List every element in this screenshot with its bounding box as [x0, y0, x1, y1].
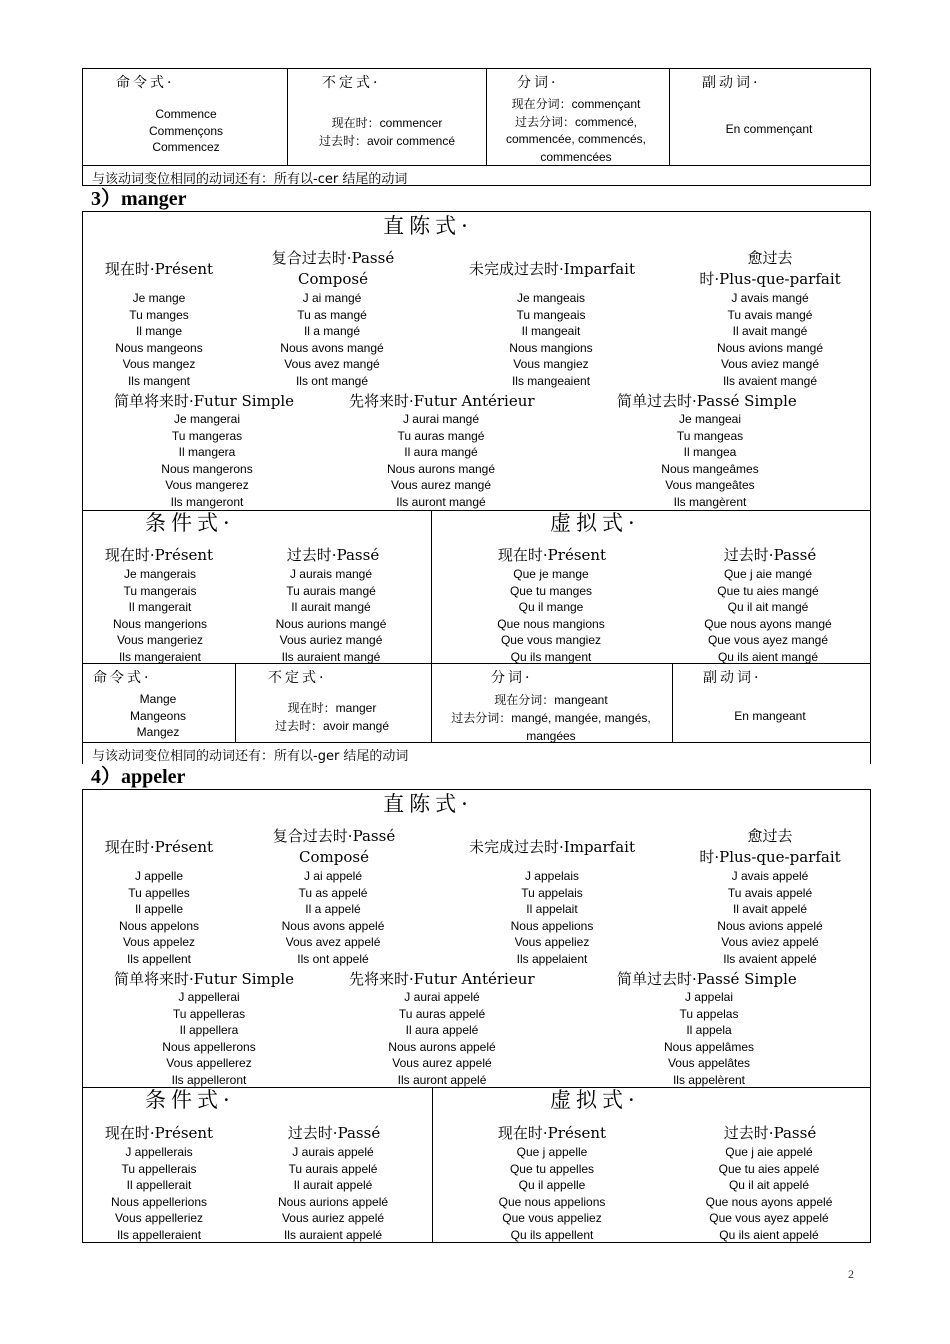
manger-present-list: Je mange Tu manges Il mange Nous mangeons Vous mangez Ils mangent [115, 291, 203, 388]
manger-cond-present-list: Je mangerais Tu mangerais Il mangerait Nous mangerions Vous mangeriez Ils mangeraient [112, 567, 208, 664]
manger-note: 与该动词变位相同的动词还有：所有以-ger 结尾的动词 [92, 749, 409, 764]
appeler-passe-compose-header: 复合过去时·Passé Composé [272, 827, 396, 866]
manger-subj-present-list: Que je mange Que tu manges Qu il mange Que nous mangions Que vous mangiez Qu ils mangent [497, 567, 605, 664]
manger-pqp-list: J avais mangé Tu avais mangé Il avait mangé Nous avions mangé Vous aviez mangé Ils avaient mangé [716, 291, 824, 388]
manger-indicatif-title: 直陈式· [383, 214, 473, 238]
appeler-cond-present-list: J appellerais Tu appellerais Il appellerait Nous appellerions Vous appelleriez Ils appelleraient [110, 1145, 208, 1242]
manger-participe-header: 分词· [491, 670, 533, 686]
manger-cond-passe-list: J aurais mangé Tu aurais mangé Il aurait mangé Nous aurions mangé Vous auriez mangé Ils auraient mangé [275, 567, 387, 664]
manger-futur-anterieur-header: 先将来时·Futur Antérieur [349, 392, 535, 410]
manger-infinitif-header: 不定式· [268, 670, 327, 686]
appeler-subj-present-header: 现在时·Présent [497, 1124, 607, 1142]
appeler-passe-simple-header: 简单过去时·Passé Simple [617, 970, 797, 988]
manger-imparfait-header: 未完成过去时·Imparfait [469, 260, 635, 278]
commencer-note: 与该动词变位相同的动词还有：所有以-cer 结尾的动词 [92, 172, 408, 187]
appeler-subj-passe-list: Que j aie appelé Que tu aies appelé Qu il ait appelé Que nous ayons appelé Que vous ayez appelé Qu ils aient appelé [705, 1145, 833, 1242]
appeler-futur-anterieur-list: J aurai appelé Tu auras appelé Il aura appelé Nous aurons appelé Vous aurez appelé Ils auront appelé [388, 990, 496, 1087]
appeler-subj-passe-header: 过去时·Passé [723, 1124, 817, 1142]
divider [287, 68, 288, 165]
manger-subj-passe-header: 过去时·Passé [723, 546, 817, 564]
divider [82, 165, 871, 166]
manger-participe-forms: 现在分词：mangeant 过去分词：mangé, mangée, mangés, mangées [451, 693, 651, 743]
manger-infinitif-forms: 现在时：manger 过去时：avoir mangé [274, 701, 390, 733]
appeler-cond-passe-header: 过去时·Passé [287, 1124, 381, 1142]
appeler-cond-passe-list: J aurais appelé Tu aurais appelé Il aurait appelé Nous aurions appelé Vous auriez appelé Ils auraient appelé [277, 1145, 389, 1242]
divider [486, 68, 487, 165]
gerondif-header: 副动词· [702, 75, 761, 91]
manger-futur-simple-list: Je mangerai Tu mangeras Il mangera Nous mangerons Vous mangerez Ils mangeront [161, 412, 253, 509]
manger-futur-simple-header: 简单将来时·Futur Simple [114, 392, 295, 410]
manger-present-header: 现在时·Présent [104, 260, 214, 278]
manger-imparfait-list: Je mangeais Tu mangeais Il mangeait Nous mangions Vous mangiez Ils mangeaient [509, 291, 593, 388]
appeler-present-header: 现在时·Présent [104, 838, 214, 856]
appeler-passe-simple-list: J appelai Tu appelas Il appela Nous appelâmes Vous appelâtes Ils appelèrent [663, 990, 755, 1087]
manger-imperatif-forms: Mange Mangeons Mangez [129, 692, 187, 740]
imperatif-header: 命令式· [116, 75, 175, 91]
appeler-indicatif-title: 直陈式· [383, 792, 473, 816]
manger-subj-passe-list: Que j aie mangé Que tu aies mangé Qu il ait mangé Que nous ayons mangé Que vous ayez mangé Qu ils aient mangé [704, 567, 832, 664]
appeler-conditionnel-title: 条件式· [145, 1088, 235, 1112]
divider [669, 68, 670, 165]
appeler-futur-anterieur-header: 先将来时·Futur Antérieur [349, 970, 535, 988]
page-number: 2 [848, 1267, 854, 1281]
appeler-pqp-list: J avais appelé Tu avais appelé Il avait appelé Nous avions appelé Vous aviez appelé Ils avaient appelé [717, 869, 823, 966]
participe-forms: 现在分词：commençant 过去分词：commencé, commencée, commencés, commencées [505, 97, 647, 164]
appeler-futur-simple-header: 简单将来时·Futur Simple [114, 970, 295, 988]
manger-pqp-header: 愈过去 时·Plus-que-parfait [699, 249, 841, 288]
manger-cond-passe-header: 过去时·Passé [286, 546, 380, 564]
divider [432, 1087, 433, 1243]
divider [672, 663, 673, 743]
appeler-imparfait-header: 未完成过去时·Imparfait [469, 838, 635, 856]
appeler-subjonctif-title: 虚拟式· [550, 1088, 640, 1112]
manger-passe-compose-list: J ai mangé Tu as mangé Il a mangé Nous avons mangé Vous avez mangé Ils ont mangé [280, 291, 384, 388]
manger-gerondif-header: 副动词· [703, 670, 762, 686]
appeler-subj-present-list: Que j appelle Que tu appelles Qu il appelle Que nous appelions Que vous appeliez Qu ils appellent [498, 1145, 606, 1242]
appeler-futur-simple-list: J appellerai Tu appelleras Il appellera Nous appellerons Vous appellerez Ils appelleront [162, 990, 256, 1087]
appeler-imparfait-list: J appelais Tu appelais Il appelait Nous appelions Vous appeliez Ils appelaient [510, 869, 594, 966]
appeler-pqp-header: 愈过去 时·Plus-que-parfait [699, 827, 841, 866]
gerondif-form: En commençant [725, 122, 813, 136]
manger-passe-compose-header: 复合过去时·Passé Composé [271, 249, 395, 288]
manger-futur-anterieur-list: J aurai mangé Tu auras mangé Il aura mangé Nous aurons mangé Vous aurez mangé Ils auront mangé [386, 412, 496, 509]
infinitif-forms: 现在时：commencer 过去时：avoir commencé [318, 116, 456, 148]
appeler-title: 4）appeler [91, 766, 186, 788]
manger-cond-present-header: 现在时·Présent [104, 546, 214, 564]
infinitif-header: 不定式· [322, 75, 381, 91]
manger-subjonctif-title: 虚拟式· [550, 511, 640, 535]
appeler-cond-present-header: 现在时·Présent [104, 1124, 214, 1142]
manger-passe-simple-list: Je mangeai Tu mangeas Il mangea Nous mangeâmes Vous mangeâtes Ils mangèrent [661, 412, 759, 509]
manger-passe-simple-header: 简单过去时·Passé Simple [617, 392, 797, 410]
manger-conditionnel-title: 条件式· [145, 511, 235, 535]
manger-gerondif-form: En mangeant [734, 709, 806, 723]
appeler-present-list: J appelle Tu appelles Il appelle Nous appelons Vous appelez Ils appellent [118, 869, 200, 966]
manger-imperatif-header: 命令式· [93, 670, 152, 686]
appeler-passe-compose-list: J ai appelé Tu as appelé Il a appelé Nous avons appelé Vous avez appelé Ils ont appelé [281, 869, 385, 966]
divider [235, 663, 236, 743]
manger-subj-present-header: 现在时·Présent [497, 546, 607, 564]
manger-title: 3）manger [91, 188, 187, 210]
participe-header: 分词· [517, 75, 559, 91]
imperatif-forms: Commence Commençons Commencez [148, 107, 224, 155]
